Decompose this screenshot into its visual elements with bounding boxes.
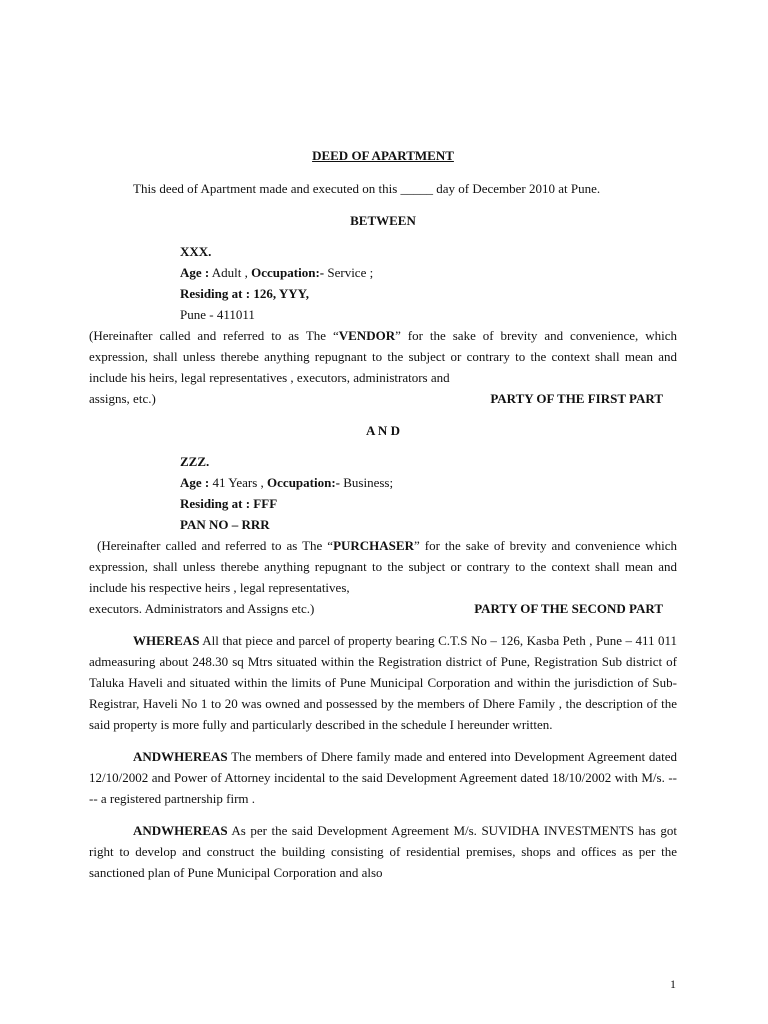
purchaser-name: ZZZ. <box>180 454 210 469</box>
purchaser-age-line: Age : 41 Years , Occupation:- Business; <box>180 475 394 490</box>
vendor-details <box>180 241 677 325</box>
second-party-label: PARTY OF THE SECOND PART <box>474 601 663 616</box>
whereas-development-paragraph: ANDWHEREAS The members of Dhere family made and entered into Development Agreement dated 12/10/2002 and Power of Attorney incidental to the said Development Agreement dated 18/10/2002 with M/s. ---- a registered partnership firm . <box>89 749 677 806</box>
purchaser-pan: PAN NO – RRR <box>180 517 270 532</box>
deed-content <box>89 145 677 883</box>
whereas-rights-paragraph: ANDWHEREAS As per the said Development Agreement M/s. SUVIDHA INVESTMENTS has got right to develop and construct the building consisting of residential premises, shops and offices as per the sanctioned plan of Pune Municipal Corporation and also <box>89 823 677 880</box>
vendor-party-line: assigns, etc.) PARTY OF THE FIRST PART <box>89 388 677 409</box>
purchaser-residence: Residing at : FFF <box>180 496 278 511</box>
vendor-description: (Hereinafter called and referred to as The “VENDOR” for the sake of brevity and convenience, which expression, shall unless therebe anything repugnant to the subject or contrary to the context shall mean and include his heirs, legal representatives , executors, administrators and <box>89 328 677 385</box>
whereas-property-paragraph: WHEREAS All that piece and parcel of property bearing C.T.S No – 126, Kasba Peth , Pune – 411 011 admeasuring about 248.30 sq Mtrs situated within the Registration district of Pune, Registration Sub district of Taluka Haveli and situated within the limits of Pune Municipal Corporation and within the jurisdiction of Sub-Registrar, Haveli No 1 to 20 was owned and possessed by the members of Dhere Family , the description of the said property is more fully and particularly described in the schedule I hereunder written. <box>89 633 677 732</box>
vendor-age-line: Age : Adult , Occupation:- Service ; <box>180 265 374 280</box>
vendor-city: Pune - 411011 <box>180 307 255 322</box>
document-title: DEED OF APARTMENT <box>312 148 454 163</box>
purchaser-party-line: executors. Administrators and Assigns etc.) PARTY OF THE SECOND PART <box>89 598 677 619</box>
vendor-residence-line: Residing at : 126, YYY, <box>180 286 310 301</box>
intro-paragraph: This deed of Apartment made and executed on this _____ day of December 2010 at Pune. <box>133 181 601 196</box>
and-heading: A N D <box>366 423 400 438</box>
purchaser-description: (Hereinafter called and referred to as The “PURCHASER” for the sake of brevity and convenience which expression, shall unless therebe anything repugnant to the subject or contrary to the context shall mean and include his respective heirs , legal representatives, <box>89 538 677 595</box>
between-heading: BETWEEN <box>350 213 416 228</box>
page-number: 1 <box>670 977 676 991</box>
first-party-label: PARTY OF THE FIRST PART <box>490 391 663 406</box>
vendor-name: XXX. <box>180 244 212 259</box>
purchaser-details <box>180 451 677 535</box>
